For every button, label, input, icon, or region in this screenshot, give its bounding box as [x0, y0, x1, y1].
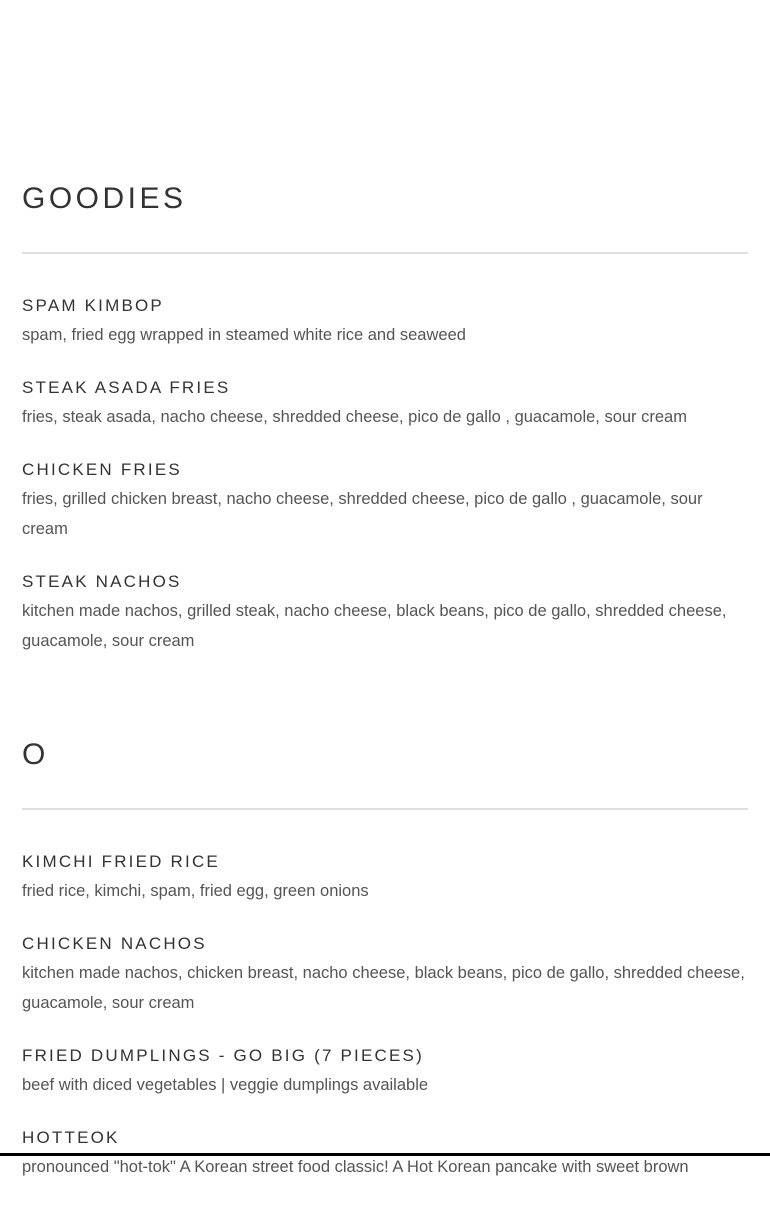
section-divider: [22, 252, 748, 254]
menu-item: [22, 458, 748, 544]
section-title: O: [22, 738, 49, 771]
menu-page: [22, 0, 748, 1208]
menu-item-description: fries, grilled chicken breast, nacho cheese, shredded cheese, pico de gallo , guacamole, sour cream: [22, 490, 703, 538]
menu-item-description: fried rice, kimchi, spam, fried egg, green onions: [22, 882, 369, 900]
menu-section-o: [22, 682, 748, 1182]
menu-item-name: FRIED DUMPLINGS - GO BIG (7 PIECES): [22, 1046, 424, 1065]
section-title: GOODIES: [22, 182, 187, 215]
menu-item: [22, 570, 748, 656]
menu-item: [22, 850, 748, 906]
menu-item-name: SPAM KIMBOP: [22, 296, 164, 315]
section-divider: [22, 808, 748, 810]
menu-item-name: HOTTEOK: [22, 1128, 120, 1147]
menu-item: [22, 932, 748, 1018]
menu-item-description: kitchen made nachos, chicken breast, nacho cheese, black beans, pico de gallo, shredded cheese, guacamole, sour cream: [22, 964, 745, 1012]
menu-item: [22, 294, 748, 350]
menu-item-description: spam, fried egg wrapped in steamed white rice and seaweed: [22, 326, 466, 344]
menu-item-name: STEAK ASADA FRIES: [22, 378, 231, 397]
menu-item-description: fries, steak asada, nacho cheese, shredded cheese, pico de gallo , guacamole, sour cream: [22, 408, 687, 426]
menu-item: [22, 376, 748, 432]
menu-item-name: KIMCHI FRIED RICE: [22, 852, 220, 871]
menu-item-description: beef with diced vegetables | veggie dumplings available: [22, 1076, 429, 1094]
menu-section-goodies: [22, 0, 748, 656]
menu-item-name: CHICKEN FRIES: [22, 460, 182, 479]
menu-item-name: CHICKEN NACHOS: [22, 934, 207, 953]
menu-item-name: STEAK NACHOS: [22, 572, 182, 591]
menu-item-description: kitchen made nachos, grilled steak, nacho cheese, black beans, pico de gallo, shredded cheese, guacamole, sour cream: [22, 602, 727, 650]
menu-item-description: pronounced "hot-tok" A Korean street food classic! A Hot Korean pancake with sweet brown: [22, 1158, 689, 1176]
menu-item: [22, 1044, 748, 1100]
